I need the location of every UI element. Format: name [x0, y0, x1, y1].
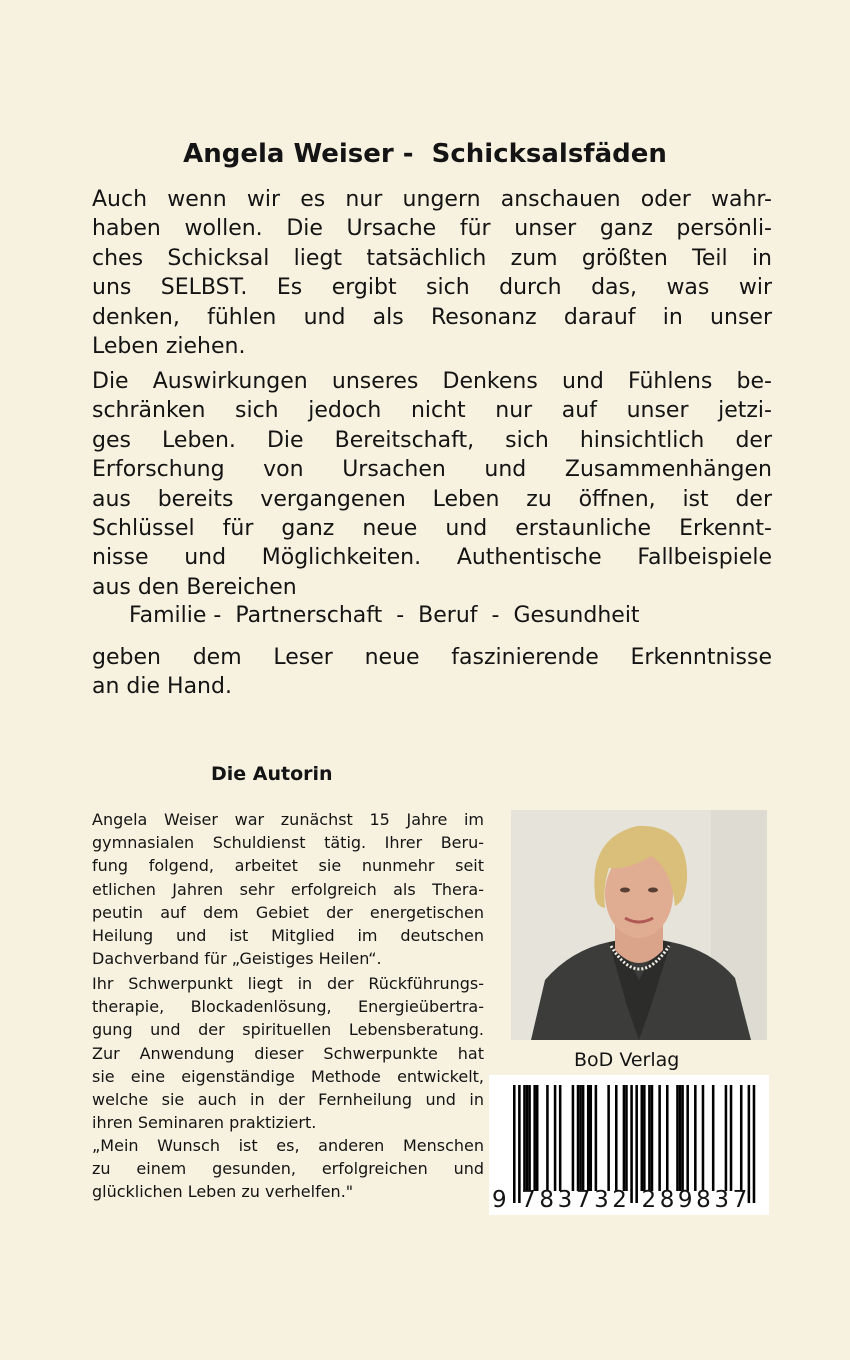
text-line: Heilung und ist Mitglied im deutschen — [92, 926, 484, 946]
barcode-bar — [518, 1085, 521, 1203]
text-line: Leben ziehen. — [92, 334, 246, 360]
barcode-bar — [615, 1085, 618, 1191]
barcode-bar — [676, 1085, 679, 1191]
barcode-bar — [577, 1085, 580, 1191]
barcode-bar — [679, 1085, 682, 1191]
barcode-bar — [536, 1085, 539, 1191]
text-line: „Mein Wunsch ist es, anderen Menschen — [92, 1136, 484, 1155]
barcode-bar — [712, 1085, 715, 1191]
text-line: Zur Anwendung dieser Schwerpunkte hat — [92, 1043, 484, 1063]
text-line: ihren Seminaren praktiziert. — [92, 1113, 317, 1133]
text-line: Angela Weiser war zunächst 15 Jahre im — [92, 810, 484, 829]
barcode-bar — [582, 1085, 585, 1191]
author-quote — [92, 1134, 484, 1204]
barcode-bar — [635, 1085, 638, 1203]
barcode-bar — [625, 1085, 628, 1191]
text-line: denken, fühlen und als Resonanz darauf in unser — [92, 304, 772, 330]
barcode-bar — [523, 1085, 526, 1191]
text-line: ches Schicksal liegt tatsächlich zum größten Teil in — [92, 245, 772, 271]
text-line: geben dem Leser neue faszinierende Erkenntnisse — [92, 645, 772, 670]
text-line: Erforschung von Ursachen und Zusammenhängen — [92, 457, 772, 483]
barcode-bar — [623, 1085, 626, 1191]
topics-line: Familie - Partnerschaft - Beruf - Gesundheit — [129, 603, 640, 628]
author-bio-paragraph-2 — [92, 972, 484, 1134]
text-line: Schlüssel für ganz neue und erstaunliche Erkennt- — [92, 516, 772, 542]
text-line: fung folgend, arbeitet sie nunmehr seit — [92, 856, 484, 876]
barcode-bar — [630, 1085, 633, 1203]
text-line: aus den Bereichen — [92, 574, 297, 600]
text-line: etlichen Jahren sehr erfolgreich als Thera- — [92, 879, 484, 899]
barcode-bar — [753, 1085, 756, 1203]
barcode-bar — [546, 1085, 549, 1191]
barcode-bar — [533, 1085, 536, 1191]
barcode-bar — [559, 1085, 562, 1191]
barcode-bar — [702, 1085, 705, 1191]
barcode-bar — [579, 1085, 582, 1191]
blurb-closing — [92, 643, 772, 702]
barcode-bar — [572, 1085, 575, 1191]
barcode-bar — [554, 1085, 557, 1191]
text-line: welche sie auch in der Fernheilung und in — [92, 1090, 484, 1110]
barcode-bar — [528, 1085, 531, 1191]
text-line: aus bereits vergangenen Leben zu öffnen, ist der — [92, 486, 772, 512]
text-line: sie eine eigenständige Methode entwickelt, — [92, 1066, 484, 1086]
barcode-bar — [590, 1085, 593, 1191]
barcode-bar — [681, 1085, 684, 1191]
isbn-number: 9 783732 289837 — [492, 1187, 751, 1213]
barcode-bar — [740, 1085, 743, 1191]
author-photo — [511, 810, 767, 1040]
text-line: Ihr Schwerpunkt liegt in der Rückführungs- — [92, 974, 484, 993]
barcode-bar — [694, 1085, 697, 1191]
author-bio-paragraph-1 — [92, 808, 484, 970]
text-line: Dachverband für „Geistiges Heilen“. — [92, 949, 382, 969]
text-line: Auch wenn wir es nur ungern anschauen oder wahr- — [92, 187, 772, 212]
author-heading: Die Autorin — [211, 763, 333, 785]
barcode-bar — [607, 1085, 610, 1191]
barcode-bar — [651, 1085, 654, 1191]
text-line: nisse und Möglichkeiten. Authentische Fallbeispiele — [92, 545, 772, 571]
barcode-bar — [666, 1085, 669, 1191]
text-line: gymnasialen Schuldienst tätig. Ihrer Beru- — [92, 833, 484, 853]
barcode-bar — [730, 1085, 733, 1191]
text-line: zu einem gesunden, erfolgreichen und — [92, 1159, 484, 1179]
text-line: Die Auswirkungen unseres Denkens und Fühlens be- — [92, 369, 772, 394]
publisher-name: BoD Verlag — [574, 1049, 680, 1071]
text-line: gung und der spirituellen Lebensberatung. — [92, 1020, 484, 1040]
text-line: an die Hand. — [92, 674, 232, 700]
barcode-bar — [641, 1085, 644, 1191]
barcode-bar — [587, 1085, 590, 1191]
text-line: peutin auf dem Gebiet der energetischen — [92, 902, 484, 922]
barcode-bar — [526, 1085, 529, 1191]
book-title: Angela Weiser - Schicksalsfäden — [183, 139, 667, 169]
barcode-bar — [725, 1085, 728, 1191]
text-line: ges Leben. Die Bereitschaft, sich hinsichtlich der — [92, 427, 772, 453]
text-line: schränken sich jedoch nicht nur auf unser jetzi- — [92, 398, 772, 424]
blurb-paragraph-1 — [92, 185, 772, 361]
blurb-paragraph-2 — [92, 367, 772, 602]
barcode-bar — [643, 1085, 646, 1191]
barcode-bar — [686, 1085, 689, 1191]
barcode-bar — [595, 1085, 598, 1191]
barcode-bar — [748, 1085, 751, 1203]
barcode-bar — [513, 1085, 516, 1203]
barcode-bar — [648, 1085, 651, 1191]
text-line: uns SELBST. Es ergibt sich durch das, was wir — [92, 275, 772, 301]
text-line: haben wollen. Die Ursache für unser ganz persönli- — [92, 216, 772, 242]
text-line: glücklichen Leben zu verhelfen." — [92, 1182, 354, 1202]
text-line: therapie, Blockadenlösung, Energieübertra- — [92, 997, 484, 1017]
barcode-bar — [658, 1085, 661, 1191]
